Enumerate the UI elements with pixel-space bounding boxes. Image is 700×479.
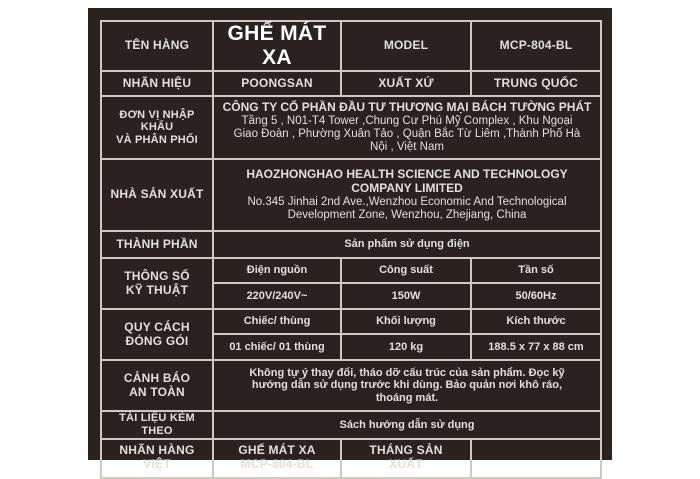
packaging-label [101,309,213,360]
vn-label-label-line2: VIỆT [143,457,171,472]
manufacturer-address-line2: Development Zone, Wenzhou, Zhejiang, China [287,209,527,222]
brand-value: POONGSAN [213,71,341,96]
manufacturer-company-line1: HAOZHONGHAO HEALTH SCIENCE AND TECHNOLOGY [246,167,568,182]
packaging-header-dimensions: Kích thước [471,309,601,334]
mfg-month-label-line2: XUẤT [389,457,423,472]
row-composition [101,231,601,258]
importer-address-line1: Tầng 5 , N01-T4 Tower ,Chung Cư Phú Mỹ Complex , Khu Ngoại [241,114,573,127]
row-manufacturer [101,159,601,231]
importer-address-line3: Nội , Việt Nam [370,141,444,154]
importer-label-line2: VÀ PHÂN PHỐI [116,134,198,147]
origin-label: XUẤT XỨ [341,71,471,96]
manufacturer-company-line2: COMPANY LIMITED [351,181,463,196]
documents-label: TÀI LIỆU KÈM THEO [101,411,213,438]
vn-label-value [213,439,341,478]
vn-label-label [101,439,213,478]
model-label: MODEL [341,21,471,71]
safety-value [213,360,601,411]
packaging-label-line2: ĐÓNG GÓI [125,333,189,348]
vn-label-value-line2: MCP-804-BL [240,457,314,472]
mfg-month-value [471,439,601,478]
mfg-month-label-line1: THÁNG SẢN [369,443,443,458]
row-importer [101,96,601,159]
spec-header-frequency: Tần số [471,258,601,283]
vn-label-value-line1: GHẾ MÁT XA [238,443,316,458]
row-specs-headers [101,258,601,283]
model-value: MCP-804-BL [471,21,601,71]
spec-header-power-source: Điện nguồn [213,258,341,283]
brand-label: NHÃN HIỆU [101,71,213,96]
packaging-value-dimensions: 188.5 x 77 x 88 cm [471,334,601,360]
composition-value: Sản phẩm sử dụng điện [213,231,601,258]
packaging-value-units: 01 chiếc/ 01 thùng [213,334,341,360]
spec-value-power-source: 220V/240V~ [213,283,341,309]
row-product-name [101,21,601,71]
safety-label-line1: CẢNH BÁO [123,370,191,385]
specs-label-line2: KỸ THUẬT [125,282,189,297]
packaging-header-units: Chiếc/ thùng [213,309,341,334]
packaging-label-line1: QUY CÁCH [124,319,190,334]
product-name-value: GHẾ MÁT XA [213,21,341,71]
spec-value-frequency: 50/60Hz [471,283,601,309]
importer-value [213,96,601,159]
packaging-header-weight: Khối lượng [341,309,471,334]
row-vietnamese-label [101,439,601,478]
manufacturer-label: NHÀ SẢN XUẤT [101,159,213,231]
product-name-label: TÊN HÀNG [101,21,213,71]
safety-label [101,360,213,411]
row-safety [101,360,601,411]
documents-value: Sách hướng dẫn sử dụng [213,411,601,438]
manufacturer-value [213,159,601,231]
importer-label-line1: ĐƠN VỊ NHẬP KHẨU [119,108,195,134]
importer-company: CÔNG TY CỔ PHẦN ĐẦU TƯ THƯƠNG MẠI BÁCH TƯỜNG PHÁT [222,100,592,115]
manufacturer-address-line1: No.345 Jinhai 2nd Ave.,Wenzhou Economic And Technological [247,195,567,208]
spec-value-power: 150W [341,283,471,309]
packaging-value-weight: 120 kg [341,334,471,360]
safety-line3: thoáng mát. [375,392,439,405]
row-packaging-headers [101,309,601,334]
specs-label [101,258,213,309]
mfg-month-label [341,439,471,478]
specs-label-line1: THÔNG SỐ [124,268,190,283]
safety-line2: hướng dẫn sử dụng trước khi dùng. Bảo quản nơi khô ráo, [251,379,563,392]
product-spec-table [100,20,602,479]
safety-line1: Không tự ý thay đổi, tháo dỡ cấu trúc của sản phẩm. Đọc kỹ [249,366,565,379]
row-brand [101,71,601,96]
importer-address-line2: Giao Đoàn , Phường Xuân Tảo , Quận Bắc Từ Liêm ,Thành Phố Hà [233,128,581,141]
importer-label [101,96,213,159]
composition-label: THÀNH PHẦN [101,231,213,258]
row-documents [101,411,601,438]
spec-header-power: Công suất [341,258,471,283]
safety-label-line2: AN TOÀN [129,384,185,399]
vn-label-label-line1: NHÃN HÀNG [119,443,195,458]
origin-value: TRUNG QUỐC [471,71,601,96]
